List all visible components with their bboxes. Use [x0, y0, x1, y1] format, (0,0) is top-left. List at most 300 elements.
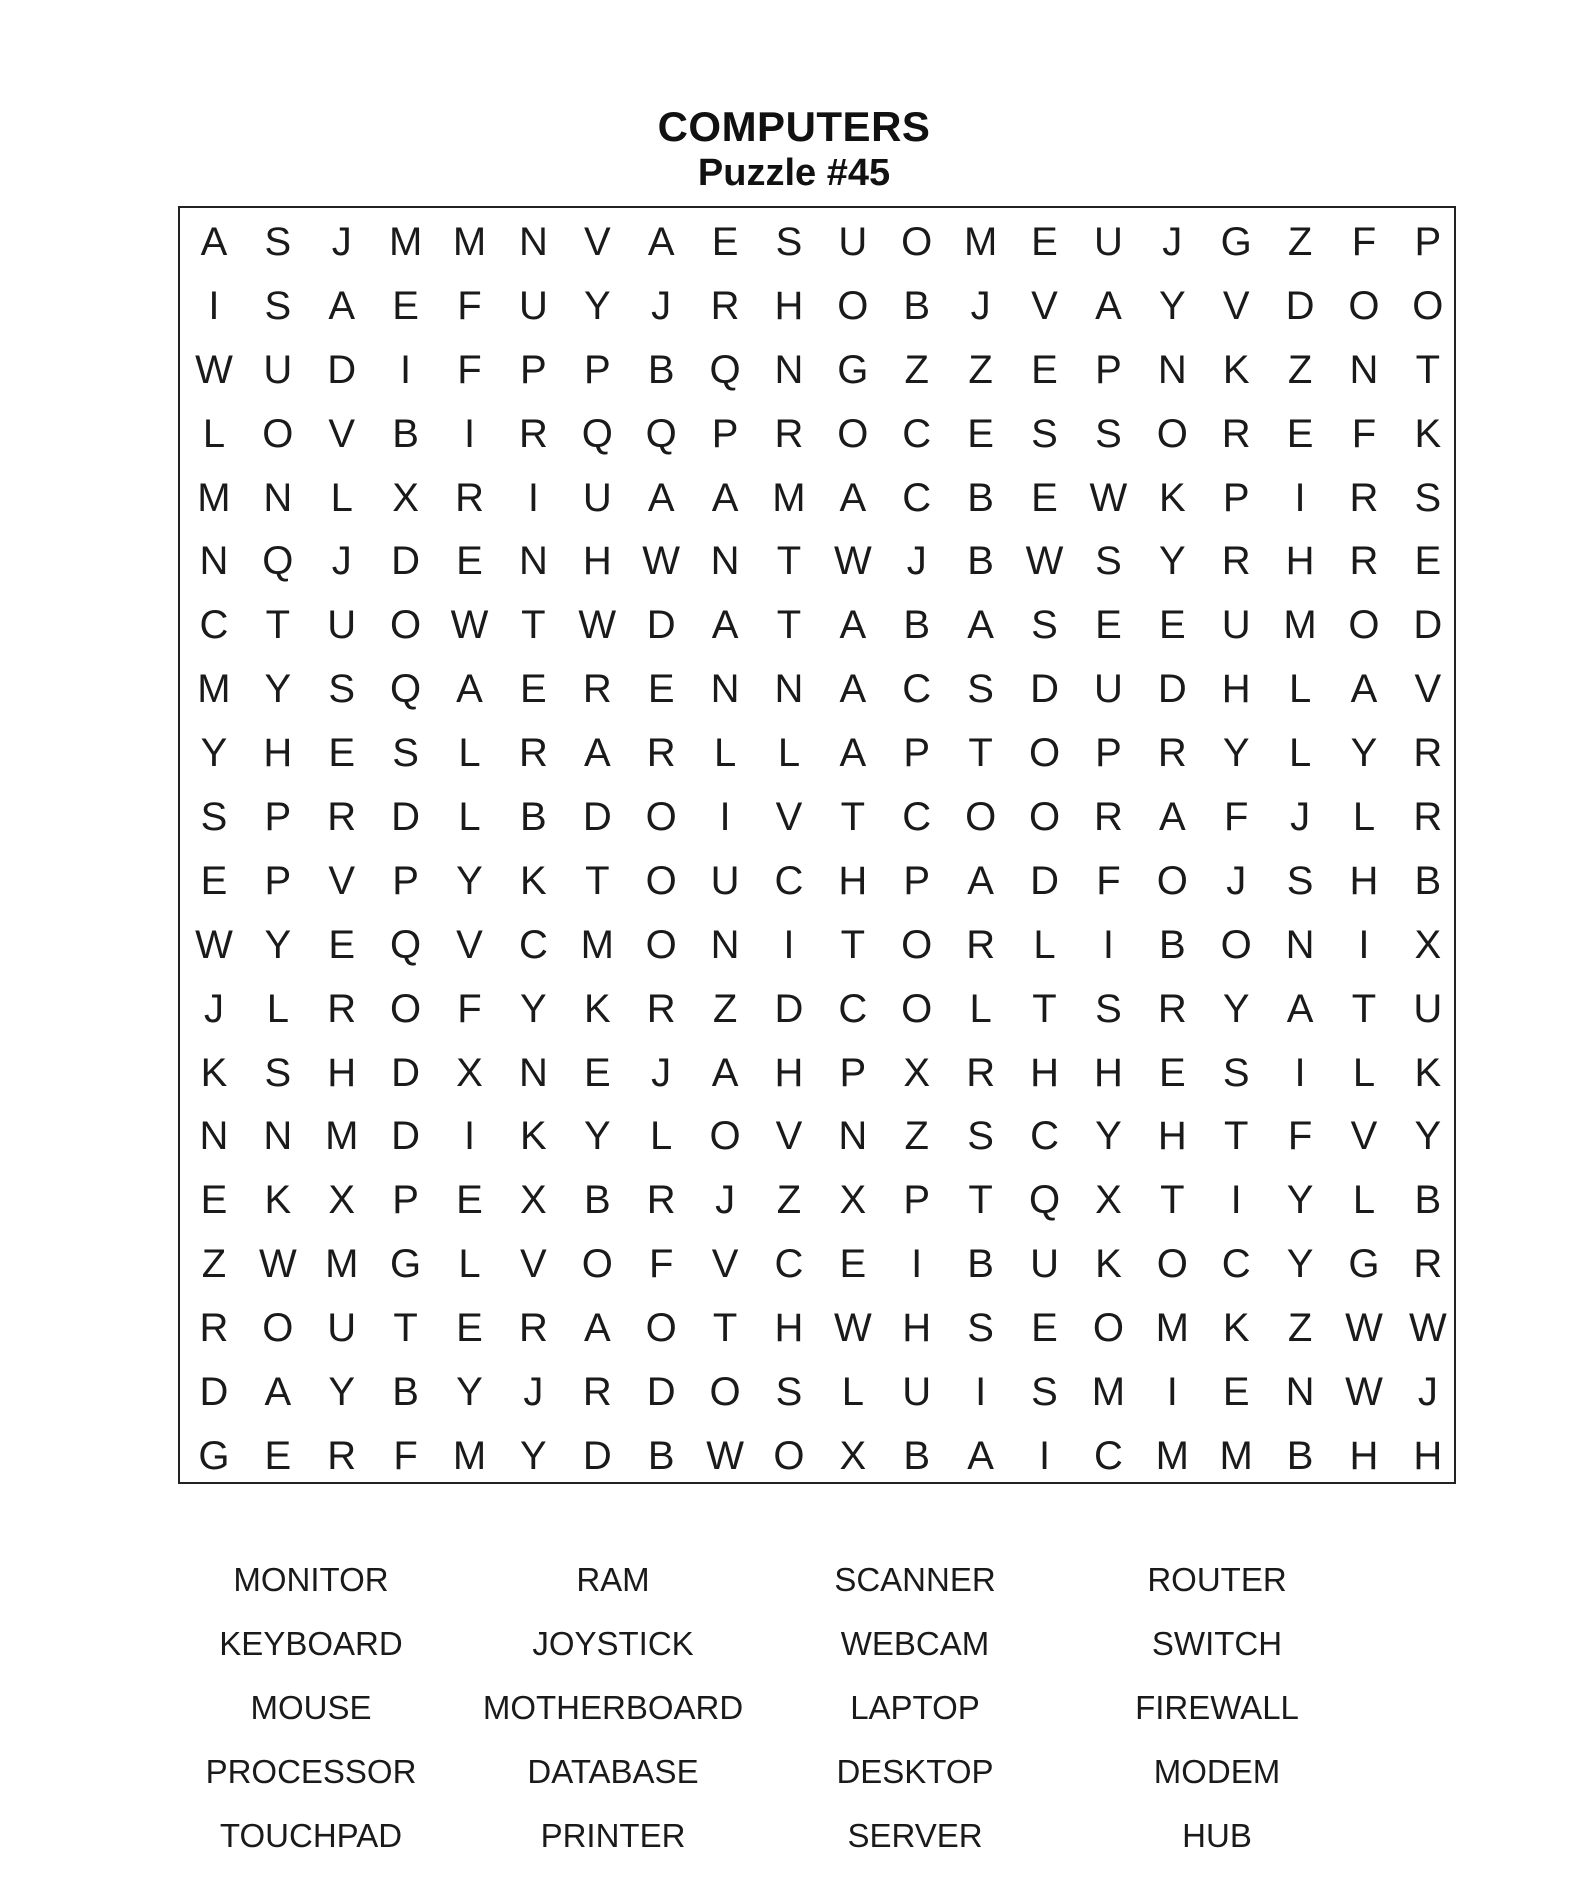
grid-letter[interactable]: E	[392, 283, 419, 328]
grid-letter[interactable]: H	[774, 1306, 804, 1351]
grid-letter[interactable]: M	[325, 1114, 359, 1159]
grid-letter[interactable]: C	[518, 922, 548, 967]
grid-letter[interactable]: U	[327, 603, 357, 648]
grid-letter[interactable]: R	[582, 667, 612, 712]
grid-letter[interactable]: M	[580, 922, 614, 967]
grid-letter[interactable]: R	[1157, 731, 1187, 776]
grid-letter[interactable]: A	[967, 858, 994, 903]
grid-letter[interactable]: H	[327, 1050, 357, 1095]
grid-letter[interactable]: Z	[1287, 219, 1313, 264]
grid-letter[interactable]: B	[647, 347, 675, 392]
grid-letter[interactable]: X	[1095, 1178, 1122, 1223]
grid-letter[interactable]: K	[1414, 1050, 1442, 1095]
grid-letter[interactable]: C	[902, 794, 932, 839]
grid-letter[interactable]: Y	[1158, 283, 1186, 328]
grid-letter[interactable]: W	[833, 1306, 872, 1351]
grid-letter[interactable]: K	[1222, 347, 1250, 392]
grid-letter[interactable]: D	[1413, 603, 1443, 648]
grid-letter[interactable]: S	[1031, 411, 1058, 456]
grid-letter[interactable]: E	[328, 922, 356, 967]
grid-letter[interactable]: X	[456, 1050, 483, 1095]
grid-letter[interactable]: Y	[1222, 986, 1250, 1031]
grid-letter[interactable]: E	[1286, 411, 1314, 456]
grid-letter[interactable]: R	[1349, 539, 1379, 584]
grid-letter[interactable]: X	[903, 1050, 931, 1095]
grid-letter[interactable]: O	[1156, 858, 1188, 903]
grid-letter[interactable]: O	[965, 794, 997, 839]
grid-letter[interactable]: B	[392, 411, 419, 456]
grid-letter[interactable]: L	[458, 731, 481, 776]
grid-letter[interactable]: L	[458, 794, 481, 839]
grid-letter[interactable]: U	[1093, 219, 1123, 264]
grid-letter[interactable]: B	[903, 603, 931, 648]
grid-letter[interactable]: R	[1349, 475, 1379, 520]
grid-letter[interactable]: O	[901, 219, 933, 264]
grid-letter[interactable]: N	[263, 1114, 293, 1159]
grid-letter[interactable]: N	[199, 539, 229, 584]
grid-letter[interactable]: O	[390, 986, 422, 1031]
grid-letter[interactable]: V	[1031, 283, 1058, 328]
grid-letter[interactable]: E	[264, 1433, 292, 1478]
grid-letter[interactable]: C	[902, 667, 932, 712]
grid-letter[interactable]: Y	[1158, 539, 1186, 584]
grid-letter[interactable]: W	[1345, 1369, 1383, 1414]
grid-letter[interactable]: F	[457, 347, 482, 392]
grid-letter[interactable]: P	[264, 858, 292, 903]
grid-letter[interactable]: S	[1286, 858, 1314, 903]
grid-letter[interactable]: L	[1352, 1178, 1376, 1223]
grid-letter[interactable]: U	[263, 347, 293, 392]
grid-letter[interactable]: Y	[328, 1369, 356, 1414]
grid-letter[interactable]: O	[837, 411, 869, 456]
grid-letter[interactable]: B	[520, 794, 547, 839]
grid-letter[interactable]: S	[967, 667, 994, 712]
grid-letter[interactable]: L	[458, 1242, 481, 1287]
grid-letter[interactable]: J	[1226, 858, 1247, 903]
grid-letter[interactable]: D	[199, 1369, 229, 1414]
grid-letter[interactable]: E	[1158, 603, 1186, 648]
grid-letter[interactable]: W	[833, 539, 872, 584]
grid-letter[interactable]: L	[650, 1114, 673, 1159]
grid-letter[interactable]: S	[264, 283, 292, 328]
grid-letter[interactable]: D	[391, 539, 421, 584]
grid-letter[interactable]: I	[463, 411, 476, 456]
grid-letter[interactable]: L	[266, 986, 289, 1031]
grid-letter[interactable]: Y	[1350, 731, 1378, 776]
grid-letter[interactable]: O	[901, 922, 933, 967]
grid-letter[interactable]: R	[327, 986, 357, 1031]
grid-letter[interactable]: I	[527, 475, 539, 520]
grid-letter[interactable]: E	[456, 539, 483, 584]
grid-letter[interactable]: R	[518, 411, 548, 456]
grid-letter[interactable]: E	[456, 1306, 483, 1351]
grid-letter[interactable]: A	[456, 667, 483, 712]
grid-letter[interactable]: B	[583, 1178, 611, 1223]
grid-letter[interactable]: T	[265, 603, 291, 648]
grid-letter[interactable]: W	[642, 539, 681, 584]
grid-letter[interactable]: A	[839, 603, 867, 648]
grid-letter[interactable]: U	[1221, 603, 1251, 648]
grid-letter[interactable]: Y	[200, 731, 228, 776]
grid-letter[interactable]: I	[1038, 1433, 1051, 1478]
grid-letter[interactable]: O	[1220, 922, 1252, 967]
grid-letter[interactable]: T	[1415, 347, 1441, 392]
grid-letter[interactable]: P	[1414, 219, 1442, 264]
grid-letter[interactable]: L	[1288, 667, 1312, 712]
grid-letter[interactable]: R	[199, 1306, 229, 1351]
grid-letter[interactable]: D	[1030, 667, 1059, 712]
grid-letter[interactable]: J	[1290, 794, 1311, 839]
grid-letter[interactable]: H	[582, 539, 612, 584]
grid-letter[interactable]: C	[1030, 1114, 1059, 1159]
grid-letter[interactable]: Z	[712, 986, 738, 1031]
grid-letter[interactable]: M	[772, 475, 806, 520]
grid-letter[interactable]: I	[719, 794, 731, 839]
grid-letter[interactable]: S	[1414, 475, 1442, 520]
grid-letter[interactable]: E	[200, 1178, 228, 1223]
grid-letter[interactable]: N	[1285, 1369, 1315, 1414]
grid-letter[interactable]: E	[583, 1050, 611, 1095]
grid-letter[interactable]: S	[392, 731, 419, 776]
grid-letter[interactable]: A	[711, 1050, 739, 1095]
grid-letter[interactable]: W	[1345, 1306, 1383, 1351]
grid-letter[interactable]: N	[1349, 347, 1379, 392]
grid-letter[interactable]: T	[776, 603, 802, 648]
grid-letter[interactable]: B	[967, 475, 994, 520]
grid-letter[interactable]: H	[1157, 1114, 1187, 1159]
grid-letter[interactable]: I	[1230, 1178, 1242, 1223]
grid-letter[interactable]: I	[400, 347, 412, 392]
grid-letter[interactable]: R	[518, 1306, 548, 1351]
grid-letter[interactable]: E	[711, 219, 739, 264]
grid-letter[interactable]: L	[777, 731, 801, 776]
grid-letter[interactable]: O	[1412, 283, 1444, 328]
grid-letter[interactable]: E	[1158, 1050, 1186, 1095]
grid-letter[interactable]: R	[455, 475, 484, 520]
grid-letter[interactable]: Z	[904, 1114, 929, 1159]
grid-letter[interactable]: P	[903, 731, 931, 776]
grid-letter[interactable]: U	[710, 858, 740, 903]
grid-letter[interactable]: E	[967, 411, 994, 456]
grid-letter[interactable]: D	[1157, 667, 1187, 712]
grid-letter[interactable]: A	[711, 603, 739, 648]
grid-letter[interactable]: T	[1032, 986, 1057, 1031]
grid-letter[interactable]: A	[967, 1433, 994, 1478]
grid-letter[interactable]: O	[1348, 283, 1380, 328]
grid-letter[interactable]: R	[966, 922, 996, 967]
grid-letter[interactable]: H	[1349, 1433, 1379, 1478]
grid-letter[interactable]: N	[838, 1114, 868, 1159]
grid-letter[interactable]: R	[327, 1433, 357, 1478]
grid-letter[interactable]: R	[710, 283, 740, 328]
grid-letter[interactable]: R	[327, 794, 357, 839]
grid-letter[interactable]: K	[520, 1114, 547, 1159]
grid-letter[interactable]: A	[1095, 283, 1122, 328]
grid-letter[interactable]: D	[774, 986, 804, 1031]
grid-letter[interactable]: H	[263, 731, 293, 776]
grid-letter[interactable]: N	[774, 667, 804, 712]
grid-letter[interactable]: G	[1220, 219, 1252, 264]
grid-letter[interactable]: U	[518, 283, 548, 328]
grid-letter[interactable]: U	[1413, 986, 1443, 1031]
grid-letter[interactable]: E	[1095, 603, 1122, 648]
grid-letter[interactable]: V	[328, 411, 356, 456]
grid-letter[interactable]: V	[328, 858, 356, 903]
grid-letter[interactable]: L	[1352, 1050, 1376, 1095]
grid-letter[interactable]: I	[1102, 922, 1114, 967]
grid-letter[interactable]: N	[774, 347, 804, 392]
grid-letter[interactable]: U	[327, 1306, 357, 1351]
grid-letter[interactable]: M	[197, 475, 231, 520]
grid-letter[interactable]: V	[775, 1114, 803, 1159]
grid-letter[interactable]: O	[262, 411, 294, 456]
grid-letter[interactable]: A	[583, 1306, 611, 1351]
grid-letter[interactable]: N	[263, 475, 293, 520]
grid-letter[interactable]: F	[648, 1242, 674, 1287]
grid-letter[interactable]: M	[452, 219, 487, 264]
grid-letter[interactable]: O	[1156, 1242, 1188, 1287]
grid-letter[interactable]: F	[1287, 1114, 1313, 1159]
grid-letter[interactable]: U	[902, 1369, 932, 1414]
grid-letter[interactable]: P	[392, 1178, 419, 1223]
grid-letter[interactable]: A	[839, 667, 867, 712]
grid-letter[interactable]: S	[1095, 411, 1122, 456]
grid-letter[interactable]: J	[331, 219, 352, 264]
grid-letter[interactable]: Q	[1028, 1178, 1061, 1223]
grid-letter[interactable]: B	[1158, 922, 1186, 967]
grid-letter[interactable]: M	[388, 219, 423, 264]
grid-letter[interactable]: P	[264, 794, 292, 839]
grid-letter[interactable]: T	[521, 603, 546, 648]
grid-letter[interactable]: Z	[1287, 347, 1313, 392]
grid-letter[interactable]: J	[906, 539, 927, 584]
grid-letter[interactable]: R	[1413, 1242, 1443, 1287]
grid-letter[interactable]: O	[645, 858, 677, 903]
grid-letter[interactable]: E	[1031, 219, 1058, 264]
grid-letter[interactable]: Y	[1095, 1114, 1122, 1159]
grid-letter[interactable]: M	[452, 1433, 487, 1478]
grid-letter[interactable]: B	[1286, 1433, 1314, 1478]
grid-letter[interactable]: Q	[390, 667, 422, 712]
grid-letter[interactable]: O	[1156, 411, 1188, 456]
grid-letter[interactable]: K	[1414, 411, 1442, 456]
grid-letter[interactable]: R	[646, 986, 676, 1031]
grid-letter[interactable]: Y	[1414, 1114, 1442, 1159]
grid-letter[interactable]: O	[1028, 794, 1061, 839]
grid-letter[interactable]: T	[1223, 1114, 1249, 1159]
grid-letter[interactable]: X	[520, 1178, 547, 1223]
grid-letter[interactable]: P	[903, 1178, 931, 1223]
grid-letter[interactable]: A	[328, 283, 356, 328]
grid-letter[interactable]: P	[392, 858, 419, 903]
grid-letter[interactable]: K	[520, 858, 547, 903]
grid-letter[interactable]: Q	[581, 411, 613, 456]
grid-letter[interactable]: J	[715, 1178, 736, 1223]
grid-letter[interactable]: A	[200, 219, 228, 264]
grid-letter[interactable]: Y	[520, 1433, 547, 1478]
grid-letter[interactable]: O	[709, 1114, 741, 1159]
grid-letter[interactable]: C	[774, 1242, 804, 1287]
grid-letter[interactable]: V	[583, 219, 611, 264]
grid-letter[interactable]: N	[710, 667, 740, 712]
grid-letter[interactable]: L	[1033, 922, 1056, 967]
grid-letter[interactable]: Y	[264, 922, 292, 967]
grid-letter[interactable]: M	[1091, 1369, 1126, 1414]
grid-letter[interactable]: U	[838, 219, 868, 264]
grid-letter[interactable]: R	[1413, 731, 1443, 776]
grid-letter[interactable]: P	[1095, 731, 1122, 776]
grid-letter[interactable]: B	[392, 1369, 419, 1414]
grid-letter[interactable]: A	[839, 475, 867, 520]
grid-letter[interactable]: T	[1351, 986, 1377, 1031]
grid-letter[interactable]: U	[1030, 1242, 1059, 1287]
grid-letter[interactable]: M	[1155, 1306, 1189, 1351]
grid-letter[interactable]: R	[1221, 539, 1251, 584]
grid-letter[interactable]: J	[1162, 219, 1183, 264]
grid-letter[interactable]: V	[1350, 1114, 1378, 1159]
grid-letter[interactable]: W	[195, 922, 233, 967]
grid-letter[interactable]: H	[1093, 1050, 1123, 1095]
grid-letter[interactable]: O	[837, 283, 869, 328]
grid-letter[interactable]: B	[967, 1242, 994, 1287]
grid-letter[interactable]: X	[392, 475, 419, 520]
grid-letter[interactable]: O	[1092, 1306, 1124, 1351]
grid-letter[interactable]: T	[840, 794, 866, 839]
grid-letter[interactable]: M	[325, 1242, 359, 1287]
grid-letter[interactable]: B	[1414, 1178, 1442, 1223]
grid-letter[interactable]: P	[583, 347, 611, 392]
grid-letter[interactable]: O	[262, 1306, 294, 1351]
grid-letter[interactable]: Y	[1286, 1242, 1314, 1287]
grid-letter[interactable]: I	[463, 1114, 476, 1159]
grid-letter[interactable]: K	[264, 1178, 292, 1223]
grid-letter[interactable]: L	[713, 731, 737, 776]
grid-letter[interactable]: S	[264, 1050, 292, 1095]
grid-letter[interactable]: N	[1285, 922, 1315, 967]
grid-letter[interactable]: D	[1030, 858, 1059, 903]
grid-letter[interactable]: F	[1096, 858, 1121, 903]
grid-letter[interactable]: N	[1157, 347, 1187, 392]
grid-letter[interactable]: N	[710, 539, 740, 584]
grid-letter[interactable]: M	[197, 667, 231, 712]
grid-letter[interactable]: Y	[456, 858, 483, 903]
grid-letter[interactable]: D	[391, 1050, 421, 1095]
grid-letter[interactable]: M	[1155, 1433, 1189, 1478]
grid-letter[interactable]: P	[520, 347, 547, 392]
grid-letter[interactable]: H	[1221, 667, 1251, 712]
grid-letter[interactable]: D	[327, 347, 357, 392]
grid-letter[interactable]: D	[391, 794, 421, 839]
grid-letter[interactable]: R	[582, 1369, 612, 1414]
grid-letter[interactable]: N	[710, 922, 740, 967]
grid-letter[interactable]: O	[645, 922, 677, 967]
grid-letter[interactable]: L	[1352, 794, 1376, 839]
grid-letter[interactable]: E	[1031, 347, 1058, 392]
grid-letter[interactable]: Z	[201, 1242, 227, 1287]
grid-letter[interactable]: P	[711, 411, 739, 456]
grid-letter[interactable]: Z	[1287, 1306, 1313, 1351]
grid-letter[interactable]: P	[839, 1050, 867, 1095]
grid-letter[interactable]: C	[902, 411, 932, 456]
grid-letter[interactable]: U	[582, 475, 612, 520]
grid-letter[interactable]: W	[706, 1433, 744, 1478]
grid-letter[interactable]: Y	[1222, 731, 1250, 776]
grid-letter[interactable]: D	[1285, 283, 1315, 328]
grid-letter[interactable]: H	[1349, 858, 1379, 903]
grid-letter[interactable]: T	[1160, 1178, 1185, 1223]
grid-letter[interactable]: I	[975, 1369, 987, 1414]
grid-letter[interactable]: A	[647, 219, 675, 264]
grid-letter[interactable]: E	[200, 858, 228, 903]
grid-letter[interactable]: R	[518, 731, 548, 776]
grid-letter[interactable]: W	[450, 603, 489, 648]
grid-letter[interactable]: J	[970, 283, 991, 328]
grid-letter[interactable]: S	[1095, 986, 1122, 1031]
grid-letter[interactable]: M	[1283, 603, 1317, 648]
grid-letter[interactable]: E	[1031, 475, 1058, 520]
grid-letter[interactable]: A	[264, 1369, 292, 1414]
grid-letter[interactable]: H	[774, 283, 804, 328]
grid-letter[interactable]: R	[1157, 986, 1187, 1031]
grid-letter[interactable]: S	[775, 219, 803, 264]
grid-letter[interactable]: T	[776, 539, 802, 584]
grid-letter[interactable]: S	[775, 1369, 803, 1414]
grid-letter[interactable]: Q	[262, 539, 294, 584]
grid-letter[interactable]: C	[1093, 1433, 1123, 1478]
grid-letter[interactable]: G	[390, 1242, 422, 1287]
grid-letter[interactable]: F	[393, 1433, 418, 1478]
grid-letter[interactable]: A	[1286, 986, 1314, 1031]
grid-letter[interactable]: G	[837, 347, 869, 392]
grid-letter[interactable]: R	[774, 411, 804, 456]
grid-letter[interactable]: S	[1031, 603, 1058, 648]
grid-letter[interactable]: V	[711, 1242, 739, 1287]
grid-letter[interactable]: V	[1414, 667, 1442, 712]
grid-letter[interactable]: V	[1222, 283, 1250, 328]
grid-letter[interactable]: A	[1158, 794, 1186, 839]
grid-letter[interactable]: J	[203, 986, 224, 1031]
grid-letter[interactable]: Y	[583, 1114, 611, 1159]
grid-letter[interactable]: R	[1221, 411, 1251, 456]
grid-letter[interactable]: R	[646, 731, 676, 776]
grid-letter[interactable]: K	[1158, 475, 1186, 520]
grid-letter[interactable]: W	[258, 1242, 297, 1287]
grid-letter[interactable]: C	[1221, 1242, 1251, 1287]
grid-letter[interactable]: Y	[264, 667, 292, 712]
grid-letter[interactable]: H	[1285, 539, 1315, 584]
grid-letter[interactable]: T	[840, 922, 866, 967]
grid-letter[interactable]: J	[651, 283, 672, 328]
grid-letter[interactable]: T	[968, 1178, 993, 1223]
grid-letter[interactable]: Y	[520, 986, 547, 1031]
grid-letter[interactable]: D	[582, 1433, 612, 1478]
grid-letter[interactable]: E	[1222, 1369, 1250, 1414]
grid-letter[interactable]: Y	[456, 1369, 483, 1414]
grid-letter[interactable]: J	[651, 1050, 672, 1095]
grid-letter[interactable]: S	[967, 1114, 994, 1159]
grid-letter[interactable]: Z	[776, 1178, 802, 1223]
grid-letter[interactable]: C	[902, 475, 932, 520]
grid-letter[interactable]: D	[646, 1369, 676, 1414]
grid-letter[interactable]: Z	[904, 347, 929, 392]
grid-letter[interactable]: G	[1348, 1242, 1380, 1287]
grid-letter[interactable]: H	[1030, 1050, 1059, 1095]
grid-letter[interactable]: O	[1028, 731, 1061, 776]
grid-letter[interactable]: R	[646, 1178, 676, 1223]
grid-letter[interactable]: D	[582, 794, 612, 839]
grid-letter[interactable]: A	[711, 475, 739, 520]
grid-letter[interactable]: X	[839, 1178, 867, 1223]
